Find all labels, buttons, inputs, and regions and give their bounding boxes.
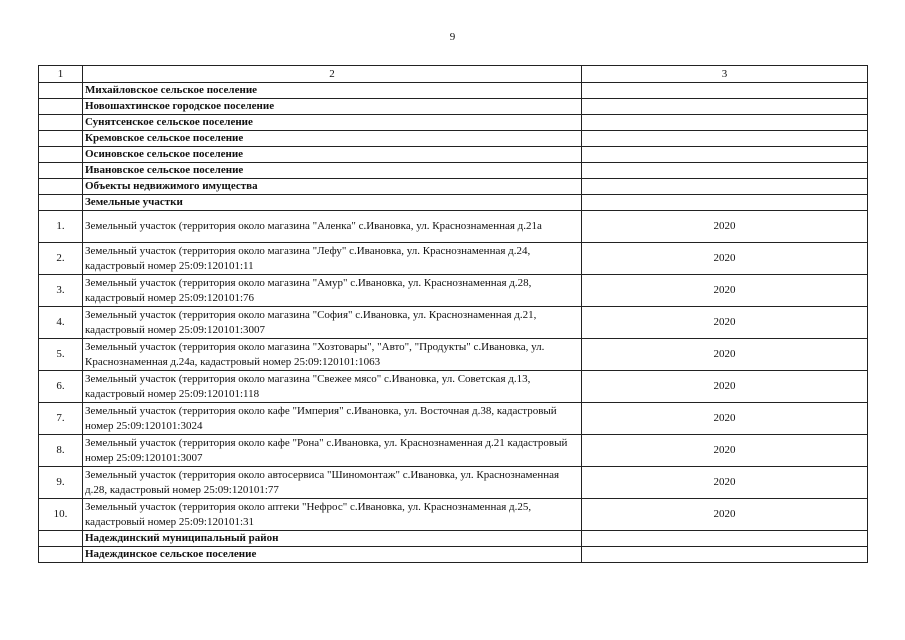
row-number-cell: 10.: [39, 499, 83, 531]
header-cell-name: 2: [83, 66, 582, 83]
property-description-cell: Земельный участок (территория около магазина "Амур" с.Ивановка, ул. Краснознаменная д.28, кадастровый номер 25:09:120101:76: [83, 275, 582, 307]
row-number-cell: [39, 115, 83, 131]
row-number-cell: [39, 99, 83, 115]
property-description-cell: Земельный участок (территория около магазина "Хозтовары", "Авто", "Продукты" с.Ивановка, ул. Краснознаменная д.24а, кадастровый номер 25:09:120101:1063: [83, 339, 582, 371]
table-header-row: [39, 66, 868, 83]
section-row: [39, 195, 868, 211]
year-cell: [582, 195, 868, 211]
year-cell: 2020: [582, 499, 868, 531]
table-row: [39, 467, 868, 499]
section-title-cell: Сунятсенское сельское поселение: [83, 115, 582, 131]
property-description-cell: Земельный участок (территория около магазина "Свежее мясо" с.Ивановка, ул. Советская д.13, кадастровый номер 25:09:120101:118: [83, 371, 582, 403]
property-description-cell: Земельный участок (территория около кафе "Империя" с.Ивановка, ул. Восточная д.38, кадастровый номер 25:09:120101:3024: [83, 403, 582, 435]
table-row: [39, 403, 868, 435]
header-cell-year: 3: [582, 66, 868, 83]
section-row: [39, 179, 868, 195]
header-cell-number: 1: [39, 66, 83, 83]
row-number-cell: 7.: [39, 403, 83, 435]
table-body: [39, 66, 868, 563]
page-number: 9: [449, 31, 456, 43]
row-number-cell: [39, 163, 83, 179]
year-cell: [582, 147, 868, 163]
section-row: [39, 147, 868, 163]
property-description-cell: Земельный участок (территория около аптеки "Нефрос" с.Ивановка, ул. Краснознаменная д.25, кадастровый номер 25:09:120101:31: [83, 499, 582, 531]
row-number-cell: [39, 531, 83, 547]
row-number-cell: 9.: [39, 467, 83, 499]
row-number-cell: [39, 547, 83, 563]
section-title-cell: Новошахтинское городское поселение: [83, 99, 582, 115]
year-cell: [582, 547, 868, 563]
year-cell: 2020: [582, 435, 868, 467]
property-description-cell: Земельный участок (территория около магазина "Лефу" с.Ивановка, ул. Краснознаменная д.24, кадастровый номер 25:09:120101:11: [83, 243, 582, 275]
row-number-cell: [39, 195, 83, 211]
year-cell: 2020: [582, 211, 868, 243]
year-cell: 2020: [582, 243, 868, 275]
table-row: [39, 339, 868, 371]
year-cell: 2020: [582, 371, 868, 403]
row-number-cell: [39, 83, 83, 99]
row-number-cell: [39, 179, 83, 195]
row-number-cell: 4.: [39, 307, 83, 339]
table-row: [39, 275, 868, 307]
section-row: [39, 547, 868, 563]
year-cell: [582, 99, 868, 115]
section-title-cell: Кремовское сельское поселение: [83, 131, 582, 147]
section-title-cell: Надеждинский муниципальный район: [83, 531, 582, 547]
section-row: [39, 163, 868, 179]
year-cell: [582, 83, 868, 99]
row-number-cell: 6.: [39, 371, 83, 403]
year-cell: 2020: [582, 403, 868, 435]
year-cell: [582, 115, 868, 131]
year-cell: [582, 179, 868, 195]
property-description-cell: Земельный участок (территория около магазина "София" с.Ивановка, ул. Краснознаменная д.21, кадастровый номер 25:09:120101:3007: [83, 307, 582, 339]
section-row: [39, 115, 868, 131]
row-number-cell: 8.: [39, 435, 83, 467]
property-description-cell: Земельный участок (территория около магазина "Аленка" с.Ивановка, ул. Краснознаменная д.21а: [83, 211, 582, 243]
section-title-cell: Осиновское сельское поселение: [83, 147, 582, 163]
year-cell: [582, 131, 868, 147]
year-cell: 2020: [582, 467, 868, 499]
section-row: [39, 99, 868, 115]
section-title-cell: Надеждинское сельское поселение: [83, 547, 582, 563]
table-row: [39, 243, 868, 275]
year-cell: 2020: [582, 339, 868, 371]
property-description-cell: Земельный участок (территория около автосервиса "Шиномонтаж" с.Ивановка, ул. Краснознаменная д.28, кадастровый номер 25:09:120101:77: [83, 467, 582, 499]
property-table: [38, 65, 868, 563]
row-number-cell: 5.: [39, 339, 83, 371]
year-cell: 2020: [582, 275, 868, 307]
row-number-cell: 3.: [39, 275, 83, 307]
row-number-cell: [39, 147, 83, 163]
section-title-cell: Земельные участки: [83, 195, 582, 211]
year-cell: [582, 163, 868, 179]
row-number-cell: [39, 131, 83, 147]
section-row: [39, 83, 868, 99]
table-row: [39, 435, 868, 467]
row-number-cell: 1.: [39, 211, 83, 243]
table-row: [39, 211, 868, 243]
section-title-cell: Михайловское сельское поселение: [83, 83, 582, 99]
property-description-cell: Земельный участок (территория около кафе "Рона" с.Ивановка, ул. Краснознаменная д.21 кадастровый номер 25:09:120101:3007: [83, 435, 582, 467]
table-row: [39, 371, 868, 403]
row-number-cell: 2.: [39, 243, 83, 275]
year-cell: 2020: [582, 307, 868, 339]
section-row: [39, 131, 868, 147]
table-row: [39, 499, 868, 531]
table-row: [39, 307, 868, 339]
section-row: [39, 531, 868, 547]
section-title-cell: Объекты недвижимого имущества: [83, 179, 582, 195]
section-title-cell: Ивановское сельское поселение: [83, 163, 582, 179]
year-cell: [582, 531, 868, 547]
